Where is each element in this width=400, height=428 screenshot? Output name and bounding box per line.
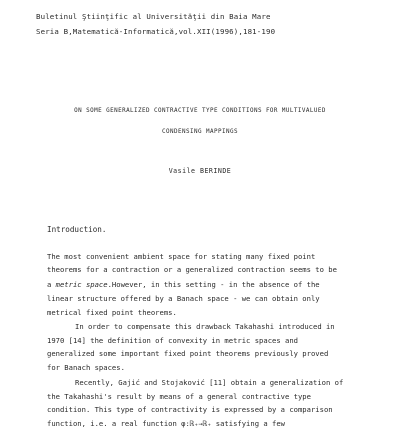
journal-header-line-1: Buletinul Ştiinţific al Universităţii din Baia Mare — [36, 12, 271, 21]
p1-line-2: theorems for a contraction or a generalized contraction seems to be — [47, 265, 337, 274]
p1-line-1: The most convenient ambient space for stating many fixed point — [47, 252, 316, 261]
p1-line-3-emphasis: metric space — [55, 280, 108, 289]
p1-line-3-pre: a — [47, 280, 56, 289]
journal-header-line-2: Seria B,Matematică-Informatică,vol.XII(1996),181-190 — [36, 27, 276, 36]
p2-line-3: generalized some important fixed point theorems previously proved — [47, 349, 329, 358]
p1-line-5: metrical fixed point theorems. — [47, 308, 177, 317]
p3-line-3: condition. This type of contractivity is expressed by a comparison — [47, 405, 333, 414]
p2-line-2: 1970 [14] the definition of convexity in metric spaces and — [47, 336, 298, 345]
p2-line-4: for Banach spaces. — [47, 363, 125, 372]
paper-title-line-1: ON SOME GENERALIZED CONTRACTIVE TYPE CONDITIONS FOR MULTIVALUED — [74, 108, 326, 114]
p3-line-2: the Takahashi's result by means of a general contractive type — [47, 392, 311, 401]
section-heading: Introduction. — [47, 225, 107, 234]
p3-line-1: Recently, Gajić and Stojaković [11] obtain a generalization of — [75, 378, 344, 387]
p1-line-4: linear structure offered by a Banach space - we can obtain only — [47, 294, 320, 303]
author-name: Vasile BERINDE — [168, 167, 232, 175]
p3-line-4: function, i.e. a real function φ:ℝ₊→ℝ₊ satisfying a few — [47, 419, 285, 428]
p1-line-3-post: .However, in this setting - in the absence of the — [107, 280, 320, 289]
paper-title-line-2: CONDENSING MAPPINGS — [162, 129, 238, 135]
p2-line-1: In order to compensate this drawback Takahashi introduced in — [75, 322, 335, 331]
p1-line-3 — [47, 281, 320, 288]
